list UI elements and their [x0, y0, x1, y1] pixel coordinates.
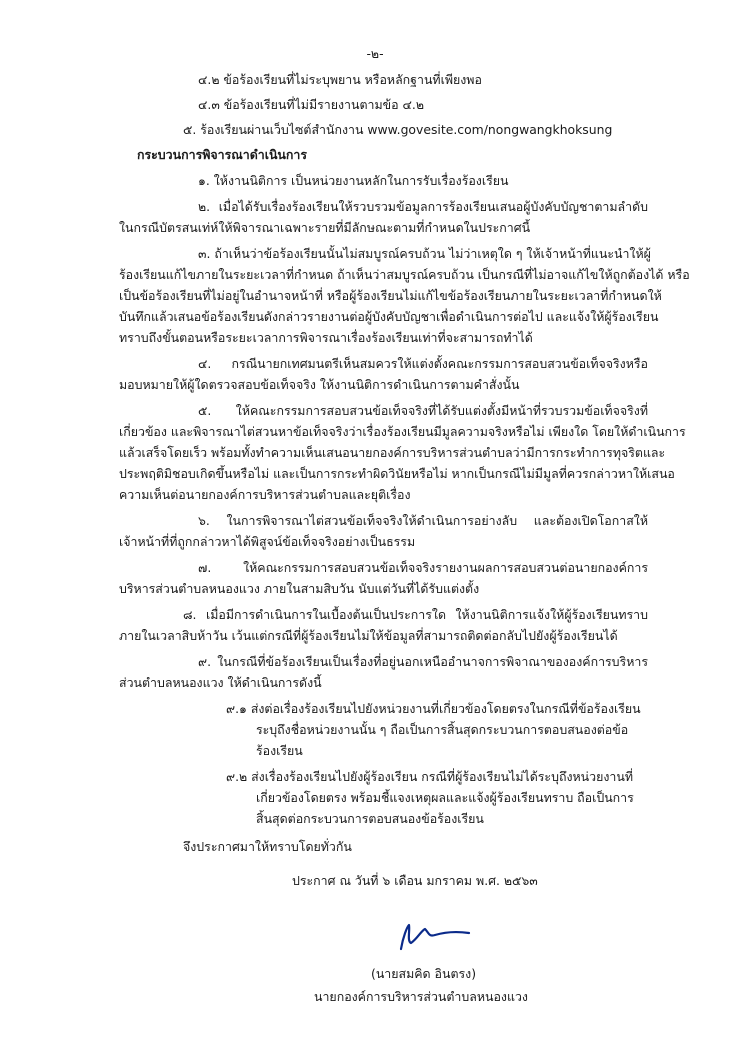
item-4-2: ๔.๒ ข้อร้องเรียนที่ไม่ระบุพยาน หรือหลักฐานที่เพียงพอ: [198, 72, 482, 87]
page-number: -๒-: [366, 46, 384, 61]
announcement-date: ประกาศ ณ วันที่ ๖ เดือน มกราคม พ.ศ. ๒๕๖๓: [292, 873, 538, 888]
para-6-line-2: เจ้าหน้าที่ที่ถูกกล่าวหาได้พิสูจน์ข้อเท็จจริงอย่างเป็นธรรม: [119, 534, 416, 549]
para-9-line-2: ส่วนตำบลหนองแวง ให้ดำเนินการดังนี้: [119, 675, 322, 690]
para-3-line-1: ๓. ถ้าเห็นว่าข้อร้องเรียนนั้นไม่สมบูรณ์ครบถ้วน ไม่ว่าเหตุใด ๆ ให้เจ้าหน้าที่แนะนำให้ผู้: [198, 246, 651, 261]
para-1: ๑. ให้งานนิติการ เป็นหน่วยงานหลักในการรับเรื่องร้องเรียน: [198, 173, 509, 188]
para-9-2-line-2: เกี่ยวข้องโดยตรง พร้อมชี้แจงเหตุผลและแจ้งผู้ร้องเรียนทราบ ถือเป็นการ: [256, 790, 634, 805]
para-7-line-1: ๗. ให้คณะกรรมการสอบสวนข้อเท็จจริงรายงานผลการสอบสวนต่อนายกองค์การ: [198, 560, 648, 575]
para-3-line-5: ทราบถึงขั้นตอนหรือระยะเวลาการพิจารณาเรื่องร้องเรียนเท่าที่จะสามารถทำได้: [119, 330, 533, 345]
para-3-line-3: เป็นข้อร้องเรียนที่ไม่อยู่ในอำนาจหน้าที่ หรือผู้ร้องเรียนไม่แก้ไขข้อร้องเรียนภายในระยะเวลาที่กำหนดให้: [119, 288, 662, 303]
para-5-line-4: ประพฤติมิชอบเกิดขึ้นหรือไม่ และเป็นการกระทำผิดวินัยหรือไม่ หากเป็นกรณีไม่มีมูลที่ควรกล่าวหาให้เสนอ: [119, 466, 675, 481]
para-6-line-1: ๖. ในการพิจารณาไต่สวนข้อเท็จจริงให้ดำเนินการอย่างลับ และต้องเปิดโอกาสให้: [198, 513, 648, 528]
para-5-line-2: เกี่ยวข้อง และพิจารณาไต่สวนหาข้อเท็จจริงว่าเรื่องร้องเรียนมีมูลความจริงหรือไม่ เพียงใด โดยให้ดำเนินการ: [119, 424, 686, 439]
para-4-line-1: ๔. กรณีนายกเทศมนตรีเห็นสมควรให้แต่งตั้งคณะกรรมการสอบสวนข้อเท็จจริงหรือ: [198, 356, 648, 371]
para-9-1-line-3: ร้องเรียน: [256, 743, 303, 758]
signer-title: นายกองค์การบริหารส่วนตำบลหนองแวง: [314, 989, 528, 1004]
para-5-line-1: ๕. ให้คณะกรรมการสอบสวนข้อเท็จจริงที่ได้รับแต่งตั้งมีหน้าที่รวบรวมข้อเท็จจริงที่: [198, 403, 648, 418]
signer-name: (นายสมคิด อินตรง): [371, 966, 477, 981]
item-4-3: ๔.๓ ข้อร้องเรียนที่ไม่มีรายงานตามข้อ ๔.๒: [198, 97, 424, 112]
para-8-line-2: ภายในเวลาสิบห้าวัน เว้นแต่กรณีที่ผู้ร้องเรียนไม่ให้ข้อมูลที่สามารถติดต่อกลับไปยังผู้ร้องเรียนได้: [119, 628, 618, 643]
para-3-line-2: ร้องเรียนแก้ไขภายในระยะเวลาที่กำหนด ถ้าเห็นว่าสมบูรณ์ครบถ้วน เป็นกรณีที่ไม่อาจแก้ไขให้ถูกต้องได้ หรือ: [119, 267, 690, 282]
para-3-line-4: บันทึกแล้วเสนอข้อร้องเรียนดังกล่าวรายงานต่อผู้บังคับบัญชาเพื่อดำเนินการต่อไป และแจ้งให้ผู้ร้องเรียน: [119, 309, 659, 324]
announcement: จึงประกาศมาให้ทราบโดยทั่วกัน: [183, 839, 352, 854]
para-9-1-line-1: ๙.๑ ส่งต่อเรื่องร้องเรียนไปยังหน่วยงานที่เกี่ยวข้องโดยตรงในกรณีที่ข้อร้องเรียน: [226, 701, 641, 716]
para-4-line-2: มอบหมายให้ผู้ใดตรวจสอบข้อเท็จจริง ให้งานนิติการดำเนินการตามคำสั่งนั้น: [119, 377, 520, 392]
para-5-line-3: แล้วเสร็จโดยเร็ว พร้อมทั้งทำความเห็นเสนอนายกองค์การบริหารส่วนตำบลว่ามีการกระทำการทุจริตและ: [119, 445, 666, 460]
para-9-2-line-3: สิ้นสุดต่อกระบวนการตอบสนองข้อร้องเรียน: [256, 811, 484, 826]
section-heading: กระบวนการพิจารณาดำเนินการ: [137, 147, 308, 162]
para-7-line-2: บริหารส่วนตำบลหนองแวง ภายในสามสิบวัน นับแต่วันที่ได้รับแต่งตั้ง: [119, 581, 480, 596]
para-9-2-line-1: ๙.๒ ส่งเรื่องร้องเรียนไปยังผู้ร้องเรียน กรณีที่ผู้ร้องเรียนไม่ได้ระบุถึงหน่วยงานที่: [226, 769, 634, 784]
para-9-1-line-2: ระบุถึงชื่อหน่วยงานนั้น ๆ ถือเป็นการสิ้นสุดกระบวนการตอบสนองต่อข้อ: [256, 722, 629, 737]
para-8-line-1: ๘. เมื่อมีการดำเนินการในเบื้องต้นเป็นประการใด ให้งานนิติการแจ้งให้ผู้ร้องเรียนทราบ: [183, 607, 648, 622]
para-2-line-1: ๒. เมื่อได้รับเรื่องร้องเรียนให้รวบรวมข้อมูลการร้องเรียนเสนอผู้บังคับบัญชาตามลำดับ: [198, 199, 648, 214]
para-9-line-1: ๙. ในกรณีที่ข้อร้องเรียนเป็นเรื่องที่อยู่นอกเหนืออำนาจการพิจาณาขององค์การบริหาร: [198, 654, 648, 669]
para-5-line-5: ความเห็นต่อนายกองค์การบริหารส่วนตำบลและยุติเรื่อง: [119, 487, 411, 502]
item-5-website: ๕. ร้องเรียนผ่านเว็บไซต์สำนักงาน www.govesite.com/nongwangkhoksung: [183, 122, 613, 137]
para-2-line-2: ในกรณีบัตรสนเท่ห์ให้พิจารณาเฉพาะรายที่มีลักษณะตามที่กำหนดในประกาศนี้: [119, 220, 531, 235]
handwritten-signature: [395, 915, 475, 955]
